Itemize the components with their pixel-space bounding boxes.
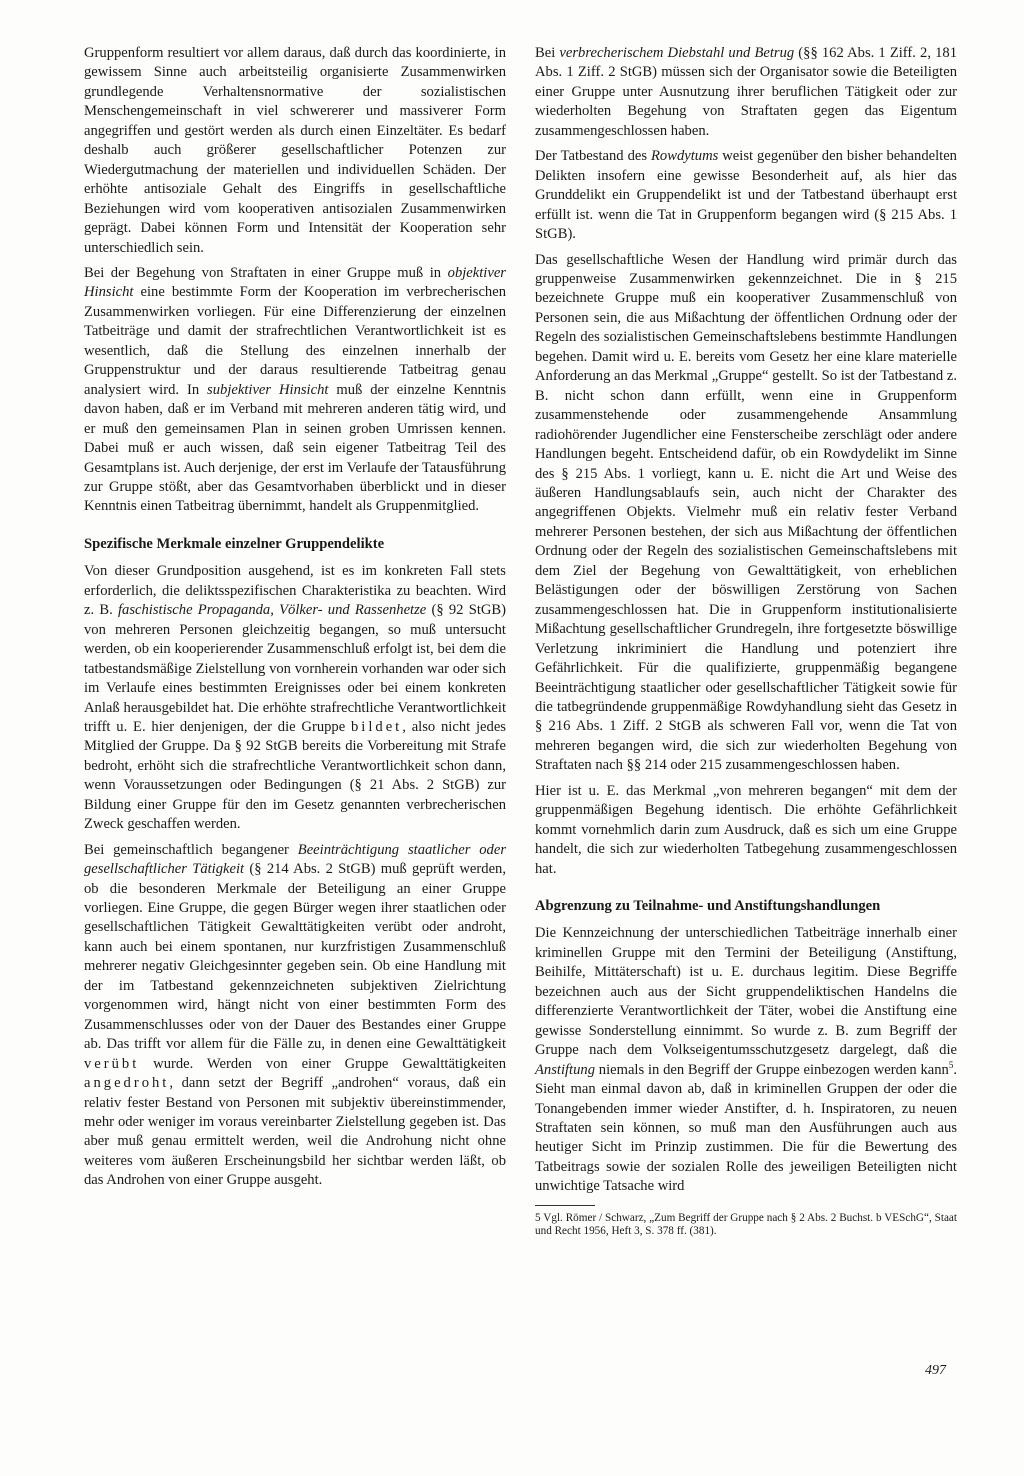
emphasis: faschistische Propaganda, Völker- und Rassenhetze (117, 602, 427, 619)
text: eine bestimmte Form der Kooperation im verbrecherischen Zusammenwirken vorliegen. Für eine Differenzierung der einzelnen Tatbeiträge und damit der strafrechtlichen Verantwortlichkeit ist es wesentlich, daß die Stellung des einzelnen innerhalb der Gruppenstruktur und der daraus resultierende Tatbeitrag genau analysiert wird. In (84, 284, 506, 398)
emphasis: Anstiftung (535, 1061, 595, 1078)
text: , dann setzt der Begriff „androhen“ voraus, daß ein relativ fester Bestand von Personen mit subjektiv übereinstimmender, mehr oder weniger im voraus vereinbarter Zielstellung gegeben ist. Das aber muß genau ermittelt werden, weil die Androhung nicht ohne weiteres vom äußeren Erscheinungsbild her sichtbar werden läßt, ob das Androhen von einer Gruppe ausgeht. (84, 1075, 506, 1189)
spaced-emphasis: verübt (84, 1055, 140, 1072)
emphasis: subjektiver Hinsicht (207, 381, 329, 398)
text: Die Kennzeichnung der unterschiedlichen Tatbeiträge innerhalb einer kriminellen Gruppe mit den Termini der Beteiligung (Anstiftung, Beihilfe, Mittäterschaft) ist u. E. durchaus legitim. Diese Begriffe bezeichnen auch aus der Sicht gruppendeliktischen Handelns die differenzierte Verantwortlichkeit der Täter, wobei die Anstiftung eine gewisse Sonderstellung einnimmt. So wurde z. B. zum Begriff der Gruppe nach dem Volkseigentumsschutzgesetz dargelegt, daß die (535, 925, 957, 1059)
text: Bei gemeinschaftlich begangener (84, 841, 298, 858)
paragraph: Hier ist u. E. das Merkmal „von mehreren begangen“ mit dem der gruppenmäßigen Begehung identisch. Die erhöhte Gefährlichkeit kommt vornehmlich darin zum Ausdruck, daß es sich um eine Gruppe handelt, die sich zur wiederholten Tatbegehung zusammengeschlossen hat. (535, 782, 957, 877)
text: muß der einzelne Kenntnis davon haben, daß er im Verband mit mehreren anderen tätig wird, und er muß den gemeinsamen Plan in seinen groben Umrissen kennen. Dabei muß er auch wissen, daß sein eigener Tatbeitrag Teil des Gesamtplans ist. Auch derjenige, der erst im Verlaufe der Tatausführung zur Gruppe stößt, aber das Gesamtvorhaben überblickt und in dieser Kenntnis einen Tatbeitrag übernimmt, handelt als Gruppenmitglied. (84, 381, 507, 515)
paragraph (84, 264, 506, 517)
text: weist gegenüber den bisher behandelten Delikten insofern eine gewisse Besonderheit auf, als hier das Grunddelikt ein Gruppendelikt ist und der Tatbestand überhaupt erst erfüllt ist. wenn die Tat in Gruppenform begangen wird (§ 215 Abs. 1 StGB). (535, 148, 957, 243)
text: Der Tatbestand des (535, 148, 651, 165)
text: (§ 92 StGB) von mehreren Personen gleichzeitig begangen, so muß untersucht werden, ob ein kooperierender Zusammenschluß erfolgt ist, bei dem die tatbestandsmäßige Zielstellung von vornherein vorhanden war oder sich im Verlaufe eines bestimmten Ereignisses oder bei einem konkreten Anlaß herausgebildet hat. Die erhöhte strafrechtliche Verantwortlichkeit trifft u. E. hier denjenigen, der die Gruppe (84, 602, 507, 735)
text: . Sieht man einmal davon ab, daß in kriminellen Gruppen der oder die Tonangebenden immer wieder Anstifter, d. h. Inspiratoren, zu neuen Straftaten sein können, so muß man den Ausführungen auch aus heutiger Sicht im Prinzip zustimmen. Die für die Bewertung des Tatbeitrags sowie der sozialen Rolle des jeweiligen Beteiligten nicht unwichtige Tatsache wird (535, 1061, 957, 1195)
text: wurde. Werden von einer Gruppe Gewalttätigkeiten (139, 1055, 506, 1072)
paragraph: Das gesellschaftliche Wesen der Handlung wird primär durch das gruppenweise Zusammenwirken gekennzeichnet. Die in § 215 bezeichnete Gruppe muß ein kooperativer Zusammenschluß von Personen sein, die aus Mißachtung der öffentlichen Ordnung oder der Regeln des sozialistischen Gemeinschaftslebens bestimmte Handlungen begehen. Damit wird u. E. bereits vom Gesetz her eine klare materielle Anforderung an das Merkmal „Gruppe“ gestellt. So ist der Tatbestand z. B. nicht schon dann erfüllt, wenn eine in Gruppenform zusammenstehende oder zusammengehende Ansammlung radiohörender Jugendlicher eine Fensterscheibe zerschlägt oder andere Handlungen begeht. Entscheidend dafür, ob ein Rowdydelikt im Sinne des § 215 Abs. 1 vorliegt, kann u. E. nicht die Art und Weise des äußeren Handlungsablaufs sein, auch nicht der Charakter des angegriffenen Objekts. Vielmehr muß ein relativ fester Verband mehrerer Personen bestehen, der sich aus Mißachtung der öffentlichen Ordnung oder der Regeln des sozialistischen Gemeinschaftslebens mit dem Ziel der Begehung von Gewalttätigkeit, von erheblichen Belästigungen oder der böswilligen Zerstörung von Sachen zusammengeschlossen hat. Die in Gruppenform institutionalisierte Mißachtung gesellschaftlicher Grundregeln, ihre fortgesetzte böswillige Verletzung inkriminiert die Handlung und potenziert ihre Gefährlichkeit. Für die qualifizierte, gruppenmäßig begangene Beeinträchtigung staatlicher oder gesellschaftlicher Tätigkeit sowie für die tatbegründende gruppenmäßige Rowdyhandlung sieht das Gesetz in § 216 Abs. 1 Ziff. 2 StGB als schweren Fall vor, wenn die Tat von mehreren begangen wird, die sich zur wiederholten Begehung von Straftaten nach §§ 214 oder 215 zusammengeschlossen haben. (535, 251, 957, 774)
left-column (84, 44, 506, 1197)
text: niemals in den Begriff der Gruppe einbezogen werden kann (595, 1061, 949, 1078)
paragraph (535, 44, 957, 141)
emphasis: objektiver Hinsicht (84, 264, 506, 301)
text: (§§ 162 Abs. 1 Ziff. 2, 181 Abs. 1 Ziff. 2 StGB) müssen sich der Organisator sowie die Beteiligten einer Gruppe unter Ausnutzung ihrer beruflichen Tätigkeit oder zur wiederholten Begehung von Straftaten gegen das Eigentum zusammengeschlossen haben. (535, 45, 958, 139)
spaced-emphasis: bildet (351, 718, 403, 735)
emphasis: Rowdytums (651, 148, 719, 165)
footnote-divider (535, 1205, 595, 1206)
footnote-marker: 5 (948, 1059, 954, 1070)
paragraph: Gruppenform resultiert vor allem daraus, daß durch das koordinierte, in gewissem Sinne auch arbeitsteilig organisierte Zusammenwirken grundlegende Verhaltensnormative der sozialistischen Menschengemeinschaft in viel schwererer und massiverer Form angegriffen und gestört werden als durch einen Einzeltäter. Es bedarf deshalb auch größerer gesellschaftlicher Potenzen zur Wiedergutmachung der materiellen und individuellen Schäden. Der erhöhte antisoziale Gehalt des Eingriffs in gesellschaftliche Beziehungen wird vom kooperativen antisozialen Zusammenwirken geprägt. Dabei können Form und Intensität der Kooperation sehr unterschiedlich sein. (84, 45, 506, 256)
paragraph (84, 562, 506, 834)
page-number: 497 (925, 1363, 946, 1378)
text: Bei der Begehung von Straftaten in einer Gruppe muß in (84, 264, 448, 281)
section-heading: Abgrenzung zu Teilnahme- und Anstiftungshandlungen (535, 898, 881, 915)
text: Bei (535, 45, 560, 61)
emphasis: verbrecherischem Diebstahl und Betrug (559, 45, 795, 61)
text: , also nicht jedes Mitglied der Gruppe. Da § 92 StGB bereits die Vorbereitung mit Strafe bedroht, erhöht sich die strafrechtliche Verantwortlichkeit schon dann, wenn Voraussetzungen oder Bedingungen (§ 21 Abs. 2 StGB) zur Bildung einer Gruppe für den im Gesetz genannten verbrecherischen Zweck geschaffen werden. (84, 718, 506, 833)
text: (§ 214 Abs. 2 StGB) muß geprüft werden, ob die besonderen Merkmale der Beteiligung an einer Gruppe vorliegen. Eine Gruppe, die gegen Bürger wegen ihrer staatlichen oder gesellschaftlichen Tätigkeit Gewalttätigkeiten verübt oder androht, kann auch bei einem spontanen, nur kurzfristigen Zusammenschluß mehrerer negativ Gleichgesinnter gegeben sein. Ob eine Handlung mit der im Tatbestand gekennzeichneten subjektiven Zielrichtung vorgenommen wird, hängt nicht von einer bestimmten Form des Zusammenschlusses oder von der Dauer des Bestandes einer Gruppe ab. Das trifft vor allem für die Fälle zu, in denen eine Gewalttätigkeit (84, 861, 506, 1053)
right-column (535, 44, 957, 1239)
text: Von dieser Grundposition ausgehend, ist es im konkreten Fall stets erforderlich, die deliktsspezifischen Charakteristika zu beachten. Wird z. B. (84, 563, 506, 619)
paragraph (84, 841, 506, 1191)
spaced-emphasis: angedroht (84, 1075, 170, 1092)
section-heading: Spezifische Merkmale einzelner Gruppendelikte (84, 535, 385, 552)
paragraph (535, 147, 957, 244)
footnote: 5 Vgl. Römer / Schwarz, „Zum Begriff der Gruppe nach § 2 Abs. 2 Buchst. b VESchG“, Staat und Recht 1956, Heft 3, S. 378 ff. (381). (535, 1211, 957, 1238)
paragraph (535, 924, 957, 1196)
emphasis: Beeinträchtigung staatlicher oder gesellschaftlicher Tätigkeit (84, 841, 506, 878)
